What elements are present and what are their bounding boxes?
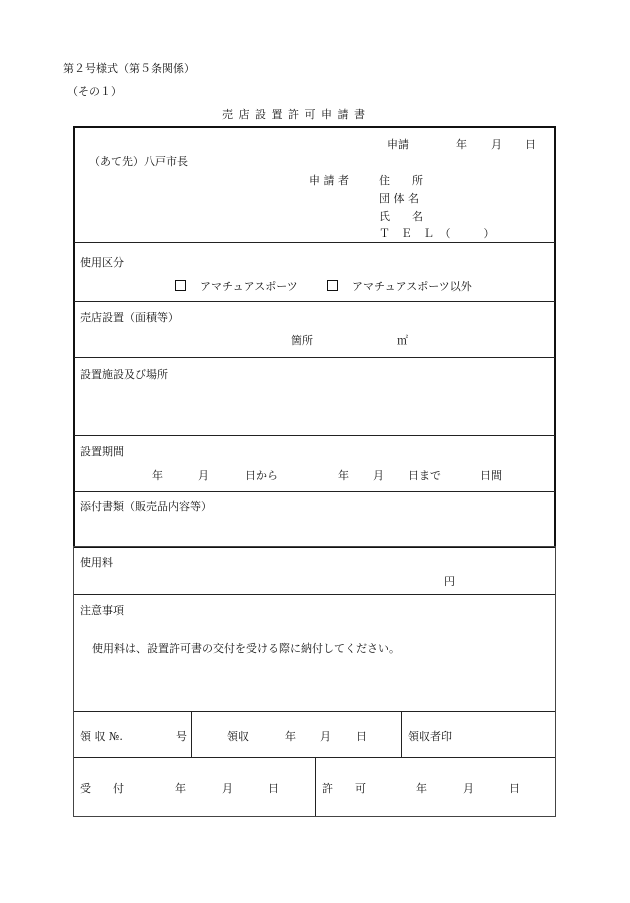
address-label: 住 所 — [379, 174, 423, 187]
receipt-month: 月 — [320, 730, 331, 743]
receipt-no-label: 領 収 №. — [80, 730, 123, 743]
addressee: （あて先）八戸市長 — [89, 155, 188, 168]
permit-label: 許 可 — [322, 782, 366, 795]
form-sub-number: （その１） — [67, 85, 122, 98]
apply-day: 日 — [525, 138, 536, 151]
receipt-seal-label: 領収者印 — [408, 730, 452, 743]
period-end-year: 年 — [338, 469, 349, 482]
notes-text: 使用料は、設置許可書の交付を受ける際に納付してください。 — [92, 642, 400, 655]
accept-month: 月 — [222, 782, 233, 795]
stall-count-unit: 箇所 — [291, 334, 313, 347]
permit-day: 日 — [509, 782, 520, 795]
period-start-year: 年 — [152, 469, 163, 482]
stall-label: 売店設置（面積等） — [80, 311, 179, 324]
accept-year: 年 — [175, 782, 186, 795]
receipt-day: 日 — [356, 730, 367, 743]
fee-unit: 円 — [444, 575, 455, 588]
period-start-month: 月 — [198, 469, 209, 482]
tel-label: Ｔ Ｅ Ｌ （ ） — [379, 227, 495, 240]
form-title: 売 店 設 置 許 可 申 請 書 — [222, 108, 366, 121]
facility-label: 設置施設及び場所 — [80, 368, 168, 381]
fee-label: 使用料 — [80, 556, 113, 569]
receipt-year: 年 — [285, 730, 296, 743]
receipt-label: 領収 — [227, 730, 249, 743]
apply-year: 年 — [456, 138, 467, 151]
receipt-no-unit: 号 — [176, 730, 187, 743]
checkbox-icon[interactable] — [175, 280, 186, 291]
permit-month: 月 — [463, 782, 474, 795]
main-form-box — [73, 126, 556, 548]
attachments-label: 添付書類（販売品内容等） — [80, 500, 212, 513]
usage-label: 使用区分 — [80, 256, 124, 269]
period-label: 設置期間 — [80, 445, 124, 458]
period-end-day: 日まで — [408, 469, 441, 482]
period-days: 日間 — [480, 469, 502, 482]
apply-month: 月 — [491, 138, 502, 151]
permit-year: 年 — [416, 782, 427, 795]
usage-option-amateur[interactable]: アマチュアスポーツ — [175, 278, 298, 294]
checkbox-icon[interactable] — [327, 280, 338, 291]
apply-label: 申請 — [387, 138, 409, 151]
name-label: 氏 名 — [379, 210, 423, 223]
period-start-day: 日から — [245, 469, 278, 482]
applicant-label: 申 請 者 — [309, 174, 349, 187]
accept-label: 受 付 — [80, 782, 124, 795]
notes-label: 注意事項 — [80, 604, 124, 617]
group-name-label: 団 体 名 — [379, 192, 419, 205]
form-number: 第２号様式（第５条関係） — [63, 62, 195, 75]
usage-option-non-amateur[interactable]: アマチュアスポーツ以外 — [327, 278, 472, 294]
stall-area-unit: ㎡ — [397, 334, 408, 347]
accept-day: 日 — [268, 782, 279, 795]
period-end-month: 月 — [373, 469, 384, 482]
